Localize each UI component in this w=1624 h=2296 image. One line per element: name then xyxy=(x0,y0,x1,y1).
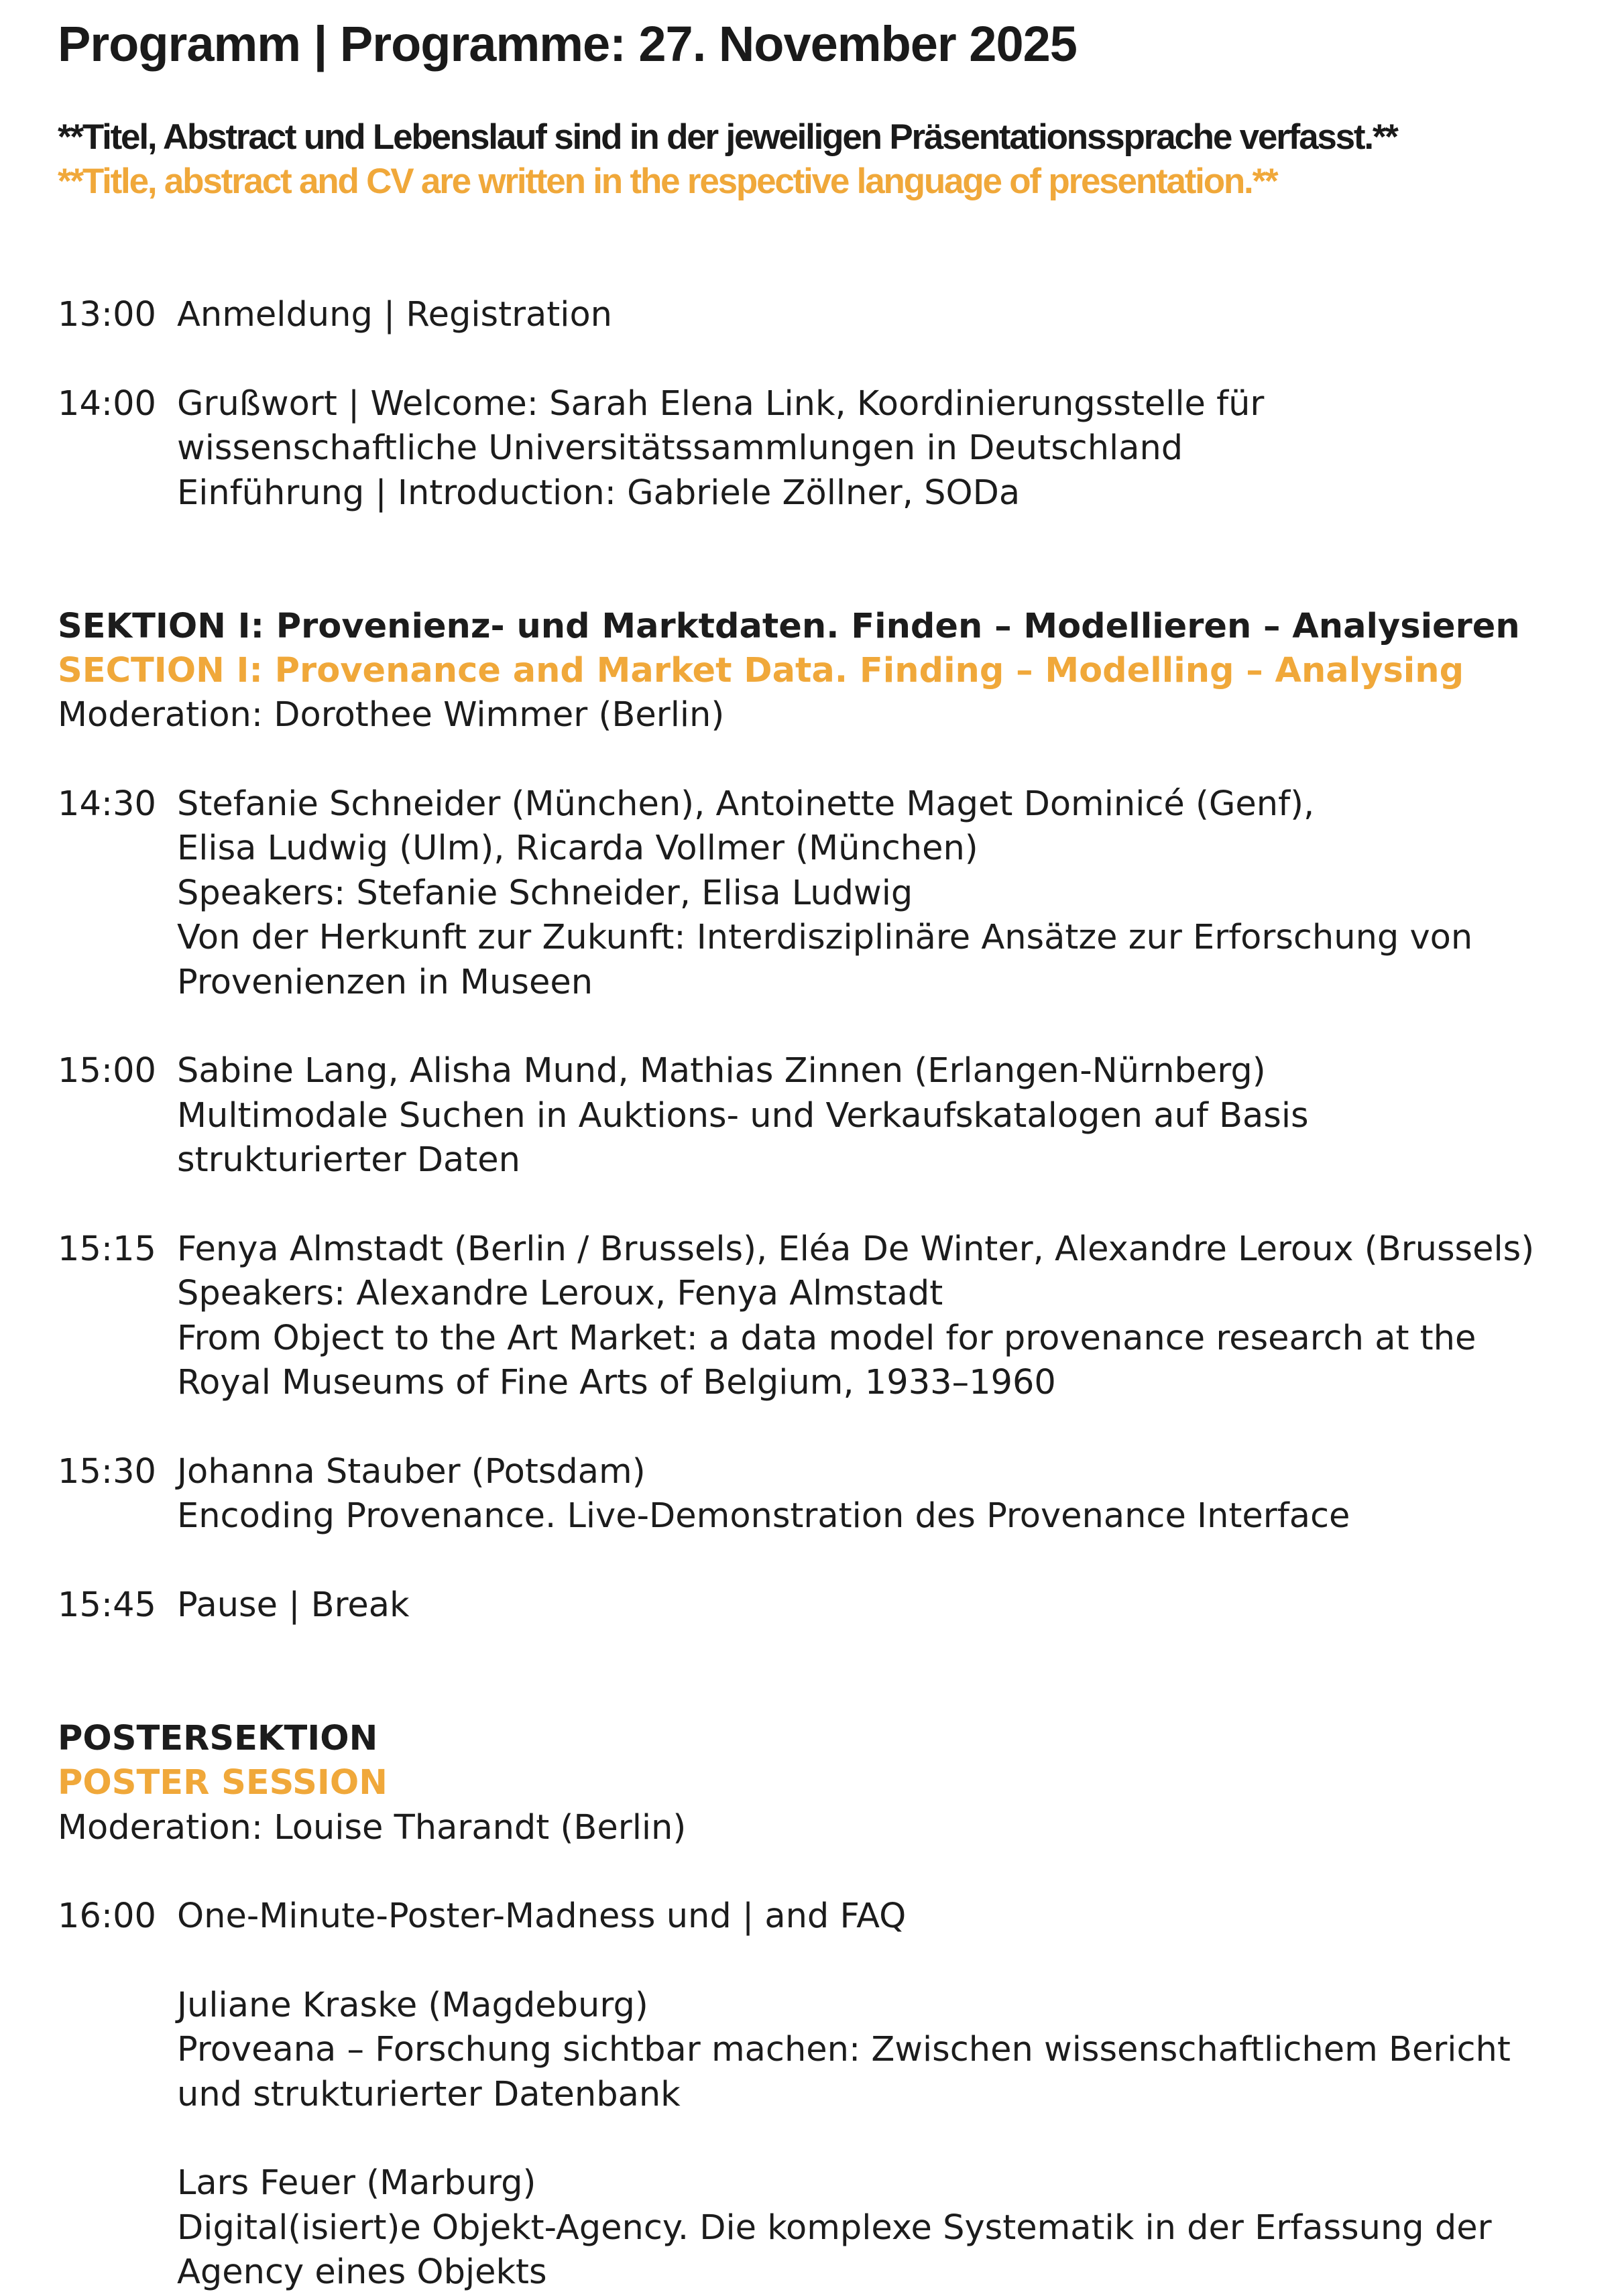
language-note-german: **Titel, Abstract und Lebenslauf sind in der jeweiligen Präsentationssprache verfasst.** xyxy=(58,117,1397,157)
section-moderation: Moderation: Dorothee Wimmer (Berlin) xyxy=(58,695,725,735)
talk-speakers: Speakers: Stefanie Schneider, Elisa Ludwig xyxy=(177,873,913,913)
time-slot: 15:45 xyxy=(58,1585,156,1625)
talk-title: Von der Herkunft zur Zukunft: Interdisziplinäre Ansätze zur Erforschung von xyxy=(177,918,1473,957)
talk-authors: Fenya Almstadt (Berlin / Brussels), Eléa De Winter, Alexandre Leroux (Brussels) xyxy=(177,1229,1535,1269)
schedule-entry-text: Anmeldung | Registration xyxy=(177,295,612,335)
schedule-entry-text: wissenschaftliche Universitätssammlungen in Deutschland xyxy=(177,428,1183,468)
time-slot: 15:30 xyxy=(58,1452,156,1492)
time-slot: 15:15 xyxy=(58,1229,156,1269)
time-slot: 15:00 xyxy=(58,1051,156,1091)
language-note-english: **Title, abstract and CV are written in the respective language of presentation.** xyxy=(58,162,1277,201)
poster-title: Digital(isiert)e Objekt-Agency. Die komplexe Systematik in der Erfassung der xyxy=(177,2208,1492,2248)
schedule-entry-text: Einführung | Introduction: Gabriele Zöllner, SODa xyxy=(177,473,1021,513)
talk-title: From Object to the Art Market: a data model for provenance research at the xyxy=(177,1319,1476,1358)
break-label: Pause | Break xyxy=(177,1585,410,1625)
talk-authors: Johanna Stauber (Potsdam) xyxy=(177,1452,646,1492)
talk-speakers: Speakers: Alexandre Leroux, Fenya Almstadt xyxy=(177,1274,943,1313)
section-title-english: SECTION I: Provenance and Market Data. Finding – Modelling – Analysing xyxy=(58,651,1464,690)
talk-title: Royal Museums of Fine Arts of Belgium, 1933–1960 xyxy=(177,1363,1056,1402)
poster-moderation: Moderation: Louise Tharandt (Berlin) xyxy=(58,1808,687,1848)
poster-title: und strukturierter Datenbank xyxy=(177,2075,681,2114)
talk-title: Multimodale Suchen in Auktions- und Verkaufskatalogen auf Basis xyxy=(177,1096,1309,1136)
time-slot: 13:00 xyxy=(58,295,156,335)
time-slot: 14:00 xyxy=(58,384,156,424)
talk-authors: Stefanie Schneider (München), Antoinette Maget Dominicé (Genf), xyxy=(177,784,1315,824)
poster-intro: One-Minute-Poster-Madness und | and FAQ xyxy=(177,1896,907,1936)
time-slot: 14:30 xyxy=(58,784,156,824)
poster-author: Lars Feuer (Marburg) xyxy=(177,2163,536,2203)
poster-title: Proveana – Forschung sichtbar machen: Zwischen wissenschaftlichem Bericht xyxy=(177,2030,1511,2069)
talk-title: Encoding Provenance. Live-Demonstration des Provenance Interface xyxy=(177,1496,1350,1536)
talk-title: Provenienzen in Museen xyxy=(177,963,593,1002)
page-title: Programm | Programme: 27. November 2025 xyxy=(58,16,1077,72)
poster-section-title-german: POSTERSEKTION xyxy=(58,1719,378,1758)
schedule-entry-text: Grußwort | Welcome: Sarah Elena Link, Koordinierungsstelle für xyxy=(177,384,1265,424)
time-slot: 16:00 xyxy=(58,1896,156,1936)
poster-title: Agency eines Objekts xyxy=(177,2252,547,2292)
talk-authors: Elisa Ludwig (Ulm), Ricarda Vollmer (München) xyxy=(177,829,978,868)
talk-authors: Sabine Lang, Alisha Mund, Mathias Zinnen (Erlangen-Nürnberg) xyxy=(177,1051,1266,1091)
section-title-german: SEKTION I: Provenienz- und Marktdaten. Finden – Modellieren – Analysieren xyxy=(58,607,1520,646)
talk-title: strukturierter Daten xyxy=(177,1140,520,1180)
poster-author: Juliane Kraske (Magdeburg) xyxy=(177,1986,648,2025)
poster-section-title-english: POSTER SESSION xyxy=(58,1763,388,1803)
